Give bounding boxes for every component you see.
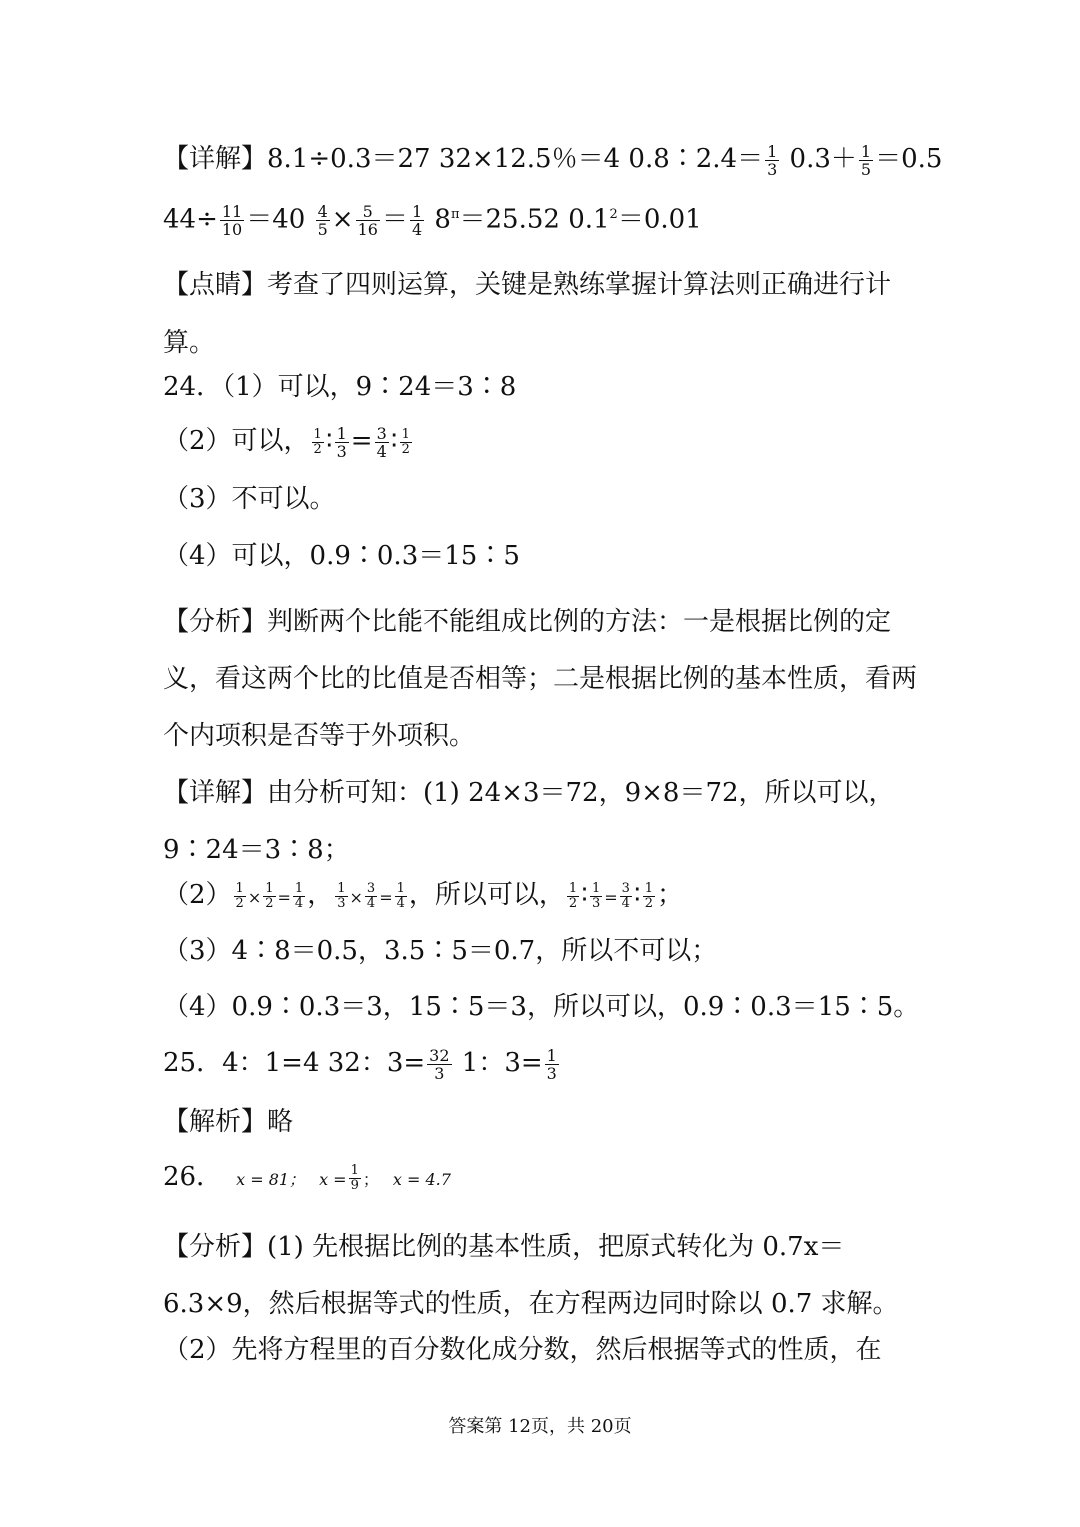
denominator: 5 [860,159,872,179]
page-footer: 答案第 12页，共 20页 [448,1416,632,1437]
text: ＝ [381,204,408,235]
numerator: 1 [568,880,578,896]
denominator: 4 [366,895,376,911]
numerator: 1 [313,426,322,442]
answer-2: x = [319,1170,347,1189]
fraction [365,882,377,911]
text: ，所以可以， [408,880,565,910]
denominator: 16 [357,220,378,240]
denominator: 3 [546,1063,557,1083]
fraction [293,882,305,911]
numerator: 1 [644,880,653,896]
exponent: 2 [609,207,618,222]
fraction [263,882,275,911]
numerator: 3 [376,423,387,443]
text: 8 [426,204,451,235]
numerator: 1 [591,880,601,896]
text: ＝0.01 [617,204,702,235]
line-analysis-2: 【分析】(1) 先根据比例的基本性质，把原式转化为 0.7x＝6.3×9，然后根据等式的性质，在方程两边同时除以 0.7 求解。 [163,1232,899,1319]
fraction [545,1047,559,1082]
numerator: 1 [265,880,274,896]
text: 26． [163,1162,223,1192]
fraction [643,882,655,911]
numerator: 11 [221,202,243,222]
denominator: 4 [376,441,387,461]
text: 1：3= [453,1048,543,1078]
numerator: 1 [411,202,423,222]
text: = [350,426,373,456]
fraction [765,143,779,178]
fraction [220,203,244,238]
text: × [331,204,354,235]
numerator: 1 [396,880,405,896]
text: = [379,888,393,907]
denominator: 4 [411,220,423,240]
answer-1: x = 81； [236,1170,306,1189]
line-q24-2 [163,424,930,460]
text: 0.3＋ [781,144,857,174]
text: ； [362,1170,379,1189]
line-detail-1 [163,141,943,179]
numerator: 1 [294,880,304,896]
numerator: 1 [337,880,346,896]
text: （2）可以， [163,426,310,456]
line-q25-analysis: 【解析】略 [163,1107,294,1137]
denominator: 2 [265,895,274,911]
text: 25．4：1=4 32：3= [163,1048,426,1078]
fraction [335,882,347,911]
numerator: 1 [350,1162,359,1178]
numerator: 1 [546,1045,557,1065]
text: 44÷ [163,204,218,235]
line-detail-4 [163,878,930,915]
denominator: 3 [434,1063,445,1083]
line-q25 [163,1046,930,1082]
fraction [335,425,349,460]
numerator: 4 [317,202,328,222]
text: ＝0.5 [875,144,943,174]
denominator: 2 [568,895,578,911]
fraction [620,882,632,911]
pi-symbol: π [450,207,460,222]
text: = [277,888,291,907]
denominator: 2 [313,441,322,457]
fraction [349,1164,361,1193]
fraction [590,882,602,911]
numerator: 5 [356,203,380,221]
denominator: 3 [591,895,601,911]
answer-3: x = 4.7 [392,1170,451,1189]
line-detail-5: （3）4∶8＝0.5，3.5∶5＝0.7，所以不可以； [163,936,718,966]
denominator: 2 [644,895,653,911]
line-comment-1: 【点睛】考查了四则运算，关键是熟练掌握计算法则正确进行计算。 [163,270,892,358]
denominator: 3 [336,441,347,461]
line-q26 [163,1160,930,1197]
text: ； [656,880,683,910]
fraction [859,143,873,178]
denominator: 9 [350,1177,359,1193]
text: ∶ [390,426,398,456]
fraction [234,882,246,911]
text: ＝40 [246,204,314,235]
denominator: 10 [221,220,243,240]
denominator: 2 [235,895,244,911]
line-detail-2 [163,198,930,238]
text: 【详解】8.1÷0.3＝27 32×12.5％＝4 0.8∶2.4＝ [163,144,764,174]
denominator: 3 [337,895,346,911]
line-q24-3: （3）不可以。 [163,484,336,514]
text: （2） [163,880,232,910]
line-detail-3: 【详解】由分析可知：(1) 24×3＝72，9×8＝72，所以可以，9∶24＝3∶8； [163,778,895,865]
numerator: 1 [235,880,244,896]
text: × [349,888,363,907]
fraction [567,882,579,911]
denominator: 5 [317,220,328,240]
line-q24-4: （4）可以，0.9∶0.3＝15∶5 [163,541,520,571]
fraction [410,203,424,238]
denominator: 4 [294,895,304,911]
fraction [356,203,380,238]
numerator: 1 [336,423,347,443]
fraction [316,203,330,238]
line-analysis-1: 【分析】判断两个比能不能组成比例的方法：一是根据比例的定义，看这两个比的比值是否相等；二是根据比例的基本性质，看两个内项积是否等于外项积。 [163,607,918,751]
numerator: 1 [767,141,778,161]
text: ∶ [581,880,588,910]
fraction [427,1047,451,1082]
numerator: 3 [621,880,630,896]
fraction [375,425,389,460]
line-analysis-3: （2）先将方程里的百分数化成分数，然后根据等式的性质，在 [163,1335,882,1365]
text: × [247,888,262,907]
numerator: 1 [860,141,872,161]
text: ∶ [633,880,641,910]
denominator: 4 [396,895,405,911]
fraction [312,428,324,457]
numerator: 1 [401,426,410,442]
denominator: 3 [767,159,778,179]
numerator: 3 [366,880,376,896]
text: ＝25.52 0.1 [459,204,610,235]
text: ， [307,880,334,910]
denominator: 4 [621,895,630,911]
numerator: 32 [429,1045,450,1065]
fraction [400,428,412,457]
text: ∶ [325,426,333,456]
line-detail-6: （4）0.9∶0.3＝3，15∶5＝3，所以可以，0.9∶0.3＝15∶5。 [163,992,920,1022]
fraction [395,882,407,911]
denominator: 2 [401,441,410,457]
line-q24-1: 24．（1）可以，9∶24＝3∶8 [163,372,517,402]
text: = [604,888,618,907]
